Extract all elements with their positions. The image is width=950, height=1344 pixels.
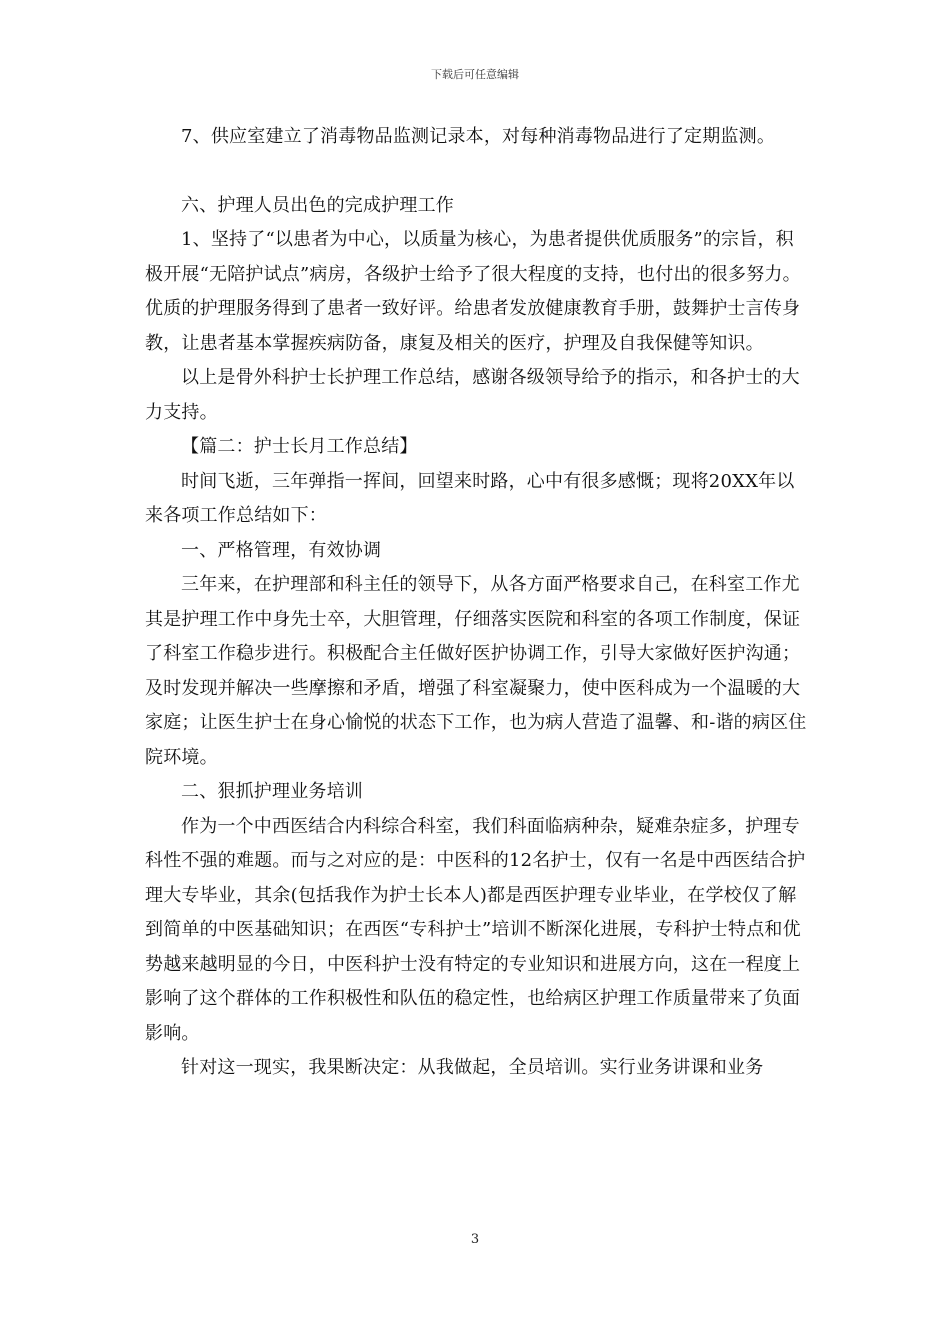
paragraph-supply-room: 7、供应室建立了消毒物品监测记录本，对每种消毒物品进行了定期监测。 [181, 126, 776, 147]
paragraph-patient-centered: 1、坚持了“以患者为中心，以质量为核心，为患者提供优质服务”的宗旨，积极开展“无陪护试点”病房，各级护士给予了很大程度的支持，也付出的很多努力。优质的护理服务得到了患者一致好评。给患者发放健康教育手册，鼓舞护士言传身教，让患者基本掌握疾病防备，康复及相关的医疗，护理及自我保健等知识。 [145, 229, 801, 354]
section-heading-six: 六、护理人员出色的完成护理工作 [181, 194, 454, 216]
paragraph-training-decision: 针对这一现实，我果断决定：从我做起，全员培训。实行业务讲课和业务 [181, 1057, 764, 1078]
blank-line [145, 155, 809, 189]
paragraph-management: 三年来，在护理部和科主任的领导下，从各方面严格要求自己，在科室工作尤其是护理工作中身先士卒，大胆管理，仔细落实医院和科室的各项工作制度，保证了科室工作稳步进行。积极配合主任做好医护协调工作，引导大家做好医护沟通；及时发现并解决一些摩擦和矛盾，增强了科室凝聚力，使中医科成为一个温暖的大家庭；让医生护士在身心愉悦的状态下工作，也为病人营造了温馨、和-谐的病区住院环境。 [145, 574, 807, 768]
paragraph-intro: 时间飞逝，三年弹指一挥间，回望来时路，心中有很多感慨；现将20XX年以来各项工作总结如下： [145, 470, 795, 526]
section-heading-one: 一、严格管理，有效协调 [181, 539, 382, 561]
paragraph-summary-thanks: 以上是骨外科护士长护理工作总结，感谢各级领导给予的指示，和各护士的大力支持。 [145, 367, 800, 423]
chapter-title-part-two: 【篇二：护士长月工作总结】 [181, 436, 418, 457]
document-body [145, 120, 809, 1086]
section-heading-two: 二、狠抓护理业务培训 [181, 781, 363, 802]
paragraph-training-problem: 作为一个中西医结合内科综合科室，我们科面临病种杂，疑难杂症多，护理专科性不强的难题。而与之对应的是：中医科的12名护士，仅有一名是中西医结合护理大专毕业，其余(包括我作为护士长本人)都是西医护理专业毕业，在学校仅了解到简单的中医基础知识；在西医“专科护士”培训不断深化进展，专科护士特点和优势越来越明显的今日，中医科护士没有特定的专业知识和进展方向，这在一程度上影响了这个群体的工作积极性和队伍的稳定性，也给病区护理工作质量带来了负面影响。 [145, 815, 806, 1044]
page-number: 3 [470, 1232, 480, 1247]
page-header: 下载后可任意编辑 [431, 68, 519, 81]
